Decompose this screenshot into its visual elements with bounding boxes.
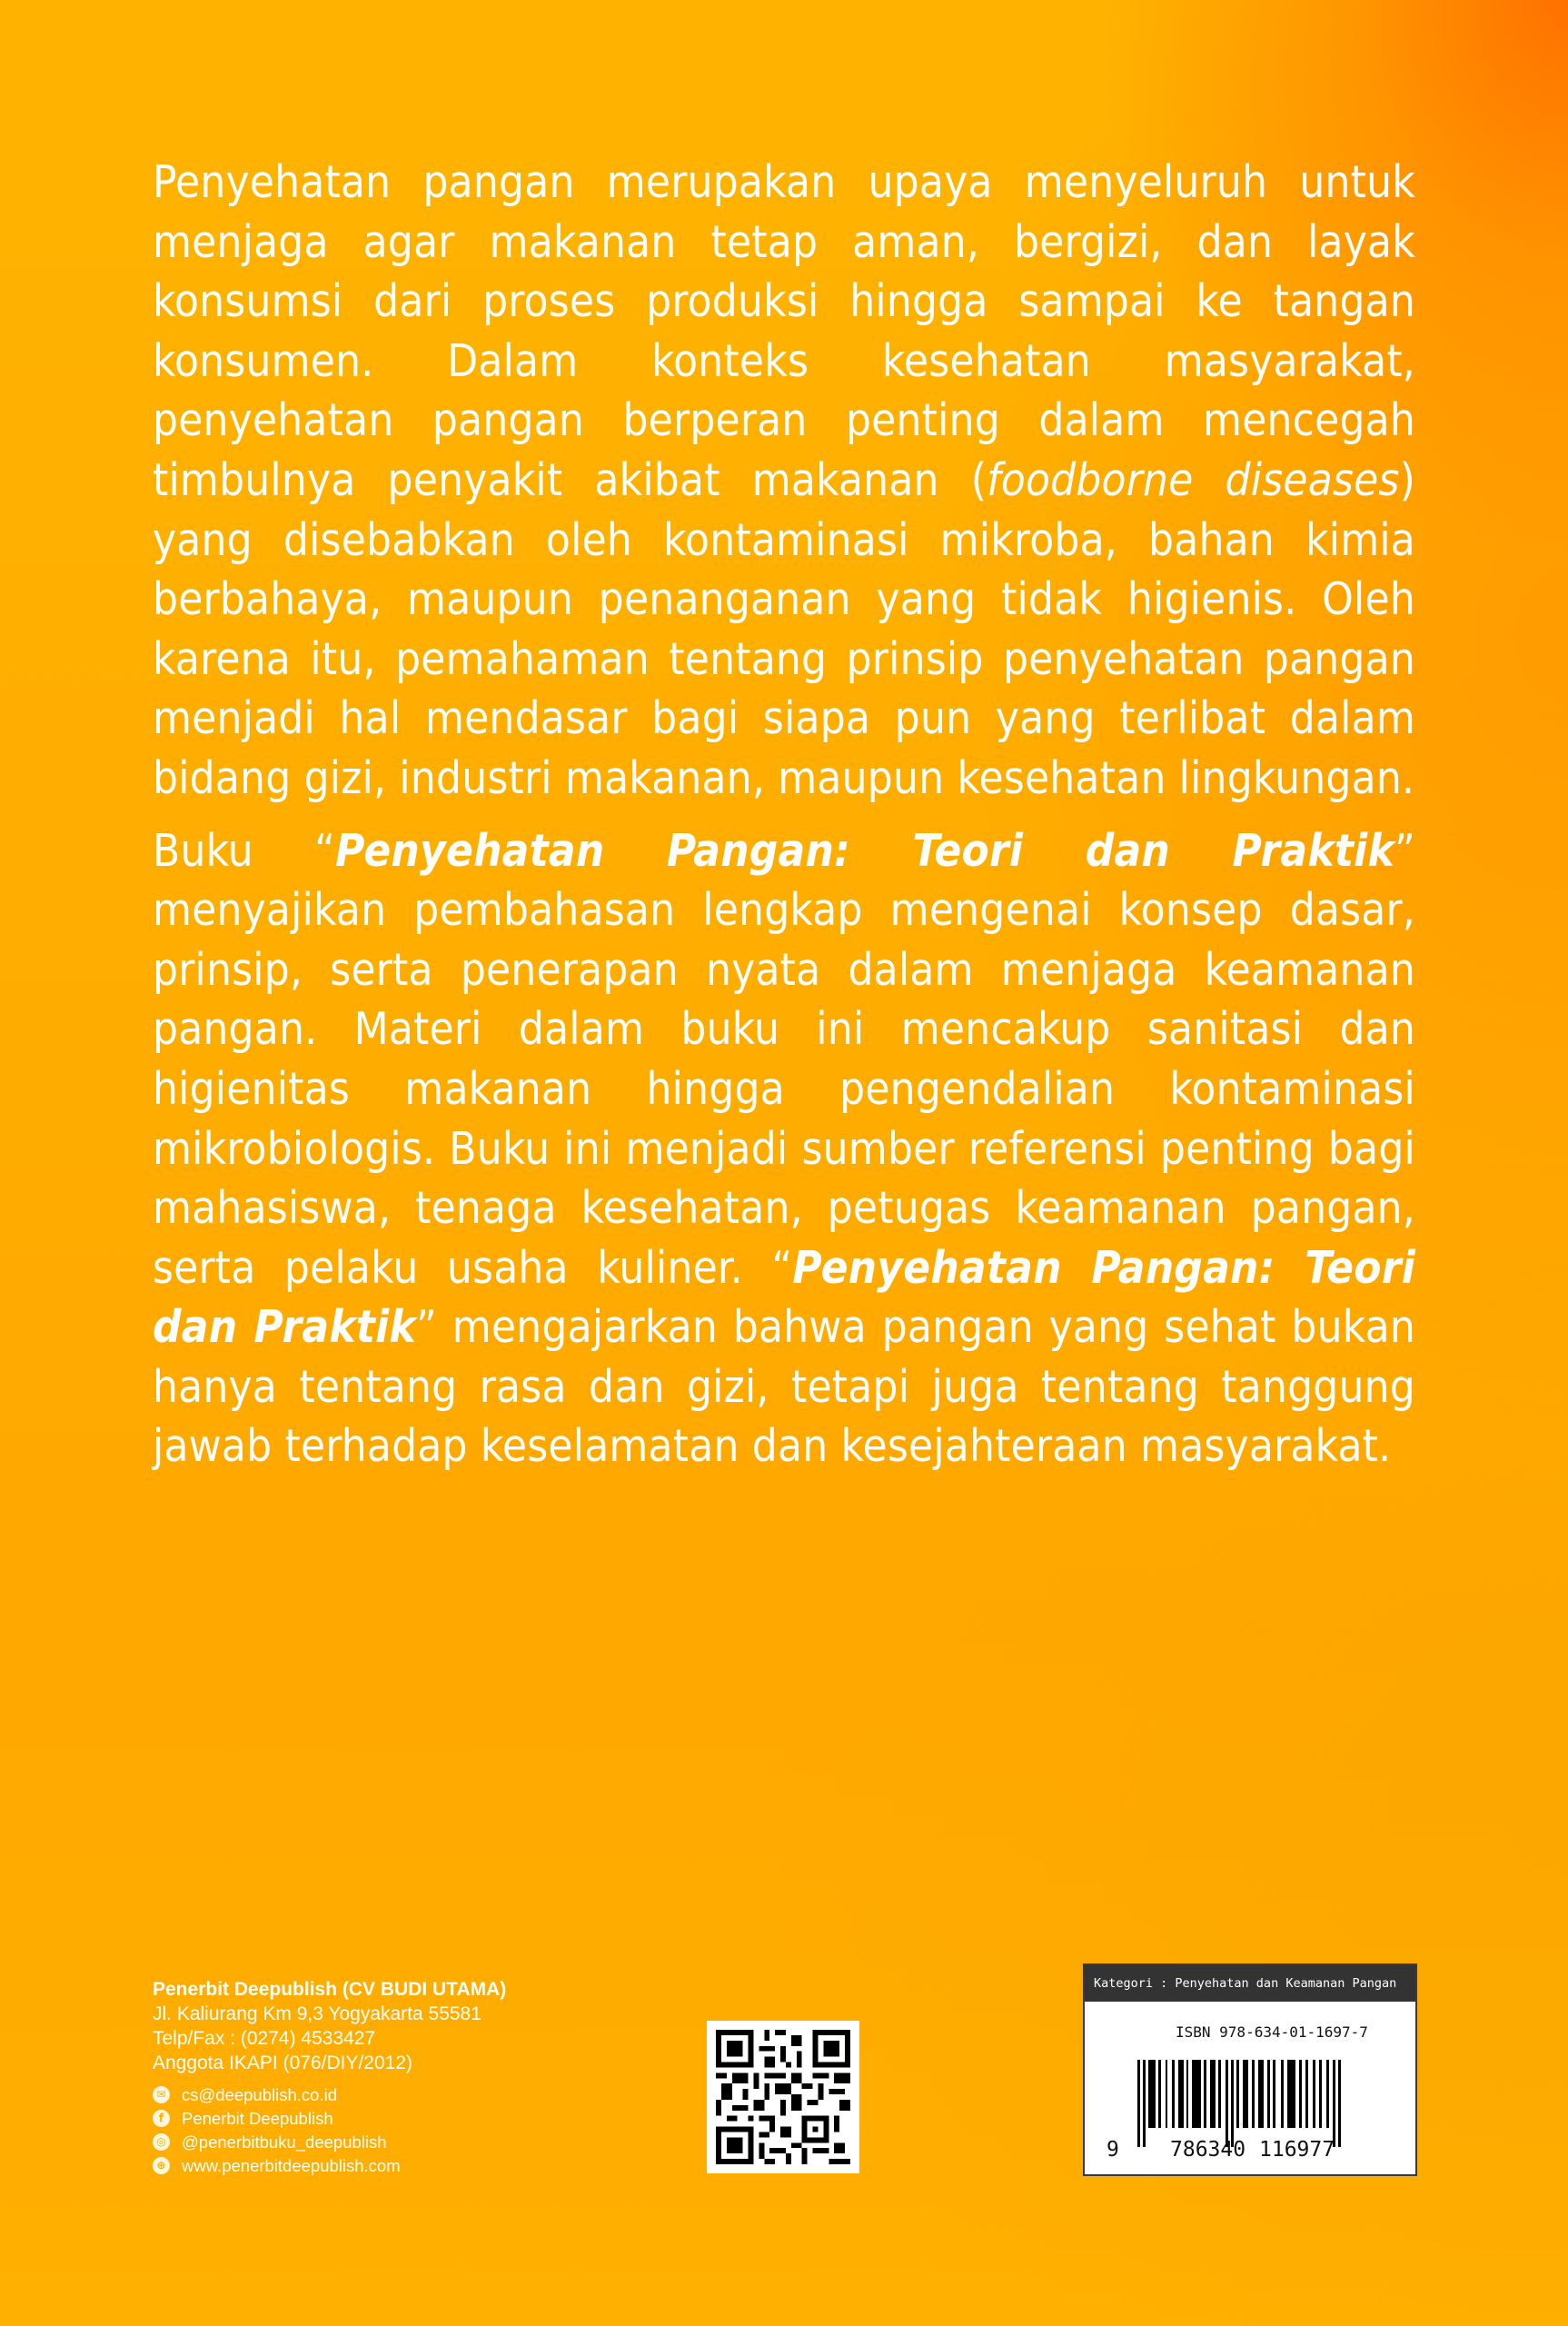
barcode-left-digits: 786340	[1170, 2138, 1246, 2162]
publisher-address: Jl. Kaliurang Km 9,3 Yogyakarta 55581	[153, 2003, 481, 2024]
qr-code	[707, 2021, 859, 2173]
book-title-mention: Penyehatan Pangan: Teori dan Praktik	[335, 824, 1394, 877]
email-icon: ✉	[153, 2086, 170, 2103]
contact-website: ⊕ www.penerbitdeepublish.com	[153, 2153, 506, 2177]
barcode-lead-digit: 9	[1107, 2138, 1119, 2162]
barcode-right-digits: 116977	[1259, 2138, 1335, 2162]
category-label: Kategori : Penyehatan dan Keamanan Pangan	[1085, 1965, 1415, 2002]
qr-code-pattern	[716, 2030, 850, 2164]
emphasis-foodborne: foodborne diseases	[987, 453, 1400, 506]
contact-facebook: f Penerbit Deepublish	[153, 2106, 506, 2130]
publisher-name: Penerbit Deepublish (CV BUDI UTAMA)	[153, 1979, 507, 2000]
blurb-text	[153, 153, 1415, 1476]
instagram-icon: ◎	[153, 2133, 170, 2151]
blurb-paragraph-2: Buku “Penyehatan Pangan: Teori dan Praktik” menyajikan pembahasan lengkap mengenai konsep dasar, prinsip, serta penerapan nyata dalam menjaga keamanan pangan. Materi dalam buku ini mencakup sanitasi dan higienitas makanan hingga pengendalian kontaminasi mikrobiologis. Buku ini menjadi sumber referensi penting bagi mahasiswa, tenaga kesehatan, petugas keamanan pangan, serta pelaku usaha kuliner. “Penyehatan Pangan: Teori dan Praktik” mengajarkan bahwa pangan yang sehat bukan hanya tentang rasa dan gizi, tetapi juga tentang tanggung jawab terhadap keselamatan dan kesejahteraan masyarakat.	[153, 824, 1415, 1473]
publisher-phone: Telp/Fax : (0274) 4533427	[153, 2028, 376, 2049]
book-title-mention-2: Penyehatan Pangan: Teori dan Praktik	[153, 1241, 1415, 1354]
contact-instagram: ◎ @penerbitbuku_deepublish	[153, 2130, 506, 2153]
isbn-number: ISBN 978-634-01-1697-7	[1176, 2023, 1368, 2041]
isbn-barcode-block	[1083, 1963, 1417, 2176]
globe-icon: ⊕	[153, 2157, 170, 2174]
facebook-icon: f	[153, 2110, 170, 2127]
blurb-paragraph-1: Penyehatan pangan merupakan upaya menyeluruh untuk menjaga agar makanan tetap aman, bergizi, dan layak konsumsi dari proses produksi hingga sampai ke tangan konsumen. Dalam konteks kesehatan masyarakat, penyehatan pangan berperan penting dalam mencegah timbulnya penyakit akibat makanan (foodborne diseases) yang disebabkan oleh kontaminasi mikroba, bahan kimia berbahaya, maupun penanganan yang tidak higienis. Oleh karena itu, pemahaman tentang prinsip penyehatan pangan menjadi hal mendasar bagi siapa pun yang terlibat dalam bidang gizi, industri makanan, maupun kesehatan lingkungan.	[153, 156, 1415, 804]
publisher-ikapi: Anggota IKAPI (076/DIY/2012)	[153, 2053, 413, 2073]
contact-list	[153, 2082, 506, 2177]
publisher-info	[153, 1977, 506, 2177]
contact-email: ✉ cs@deepublish.co.id	[153, 2082, 506, 2106]
